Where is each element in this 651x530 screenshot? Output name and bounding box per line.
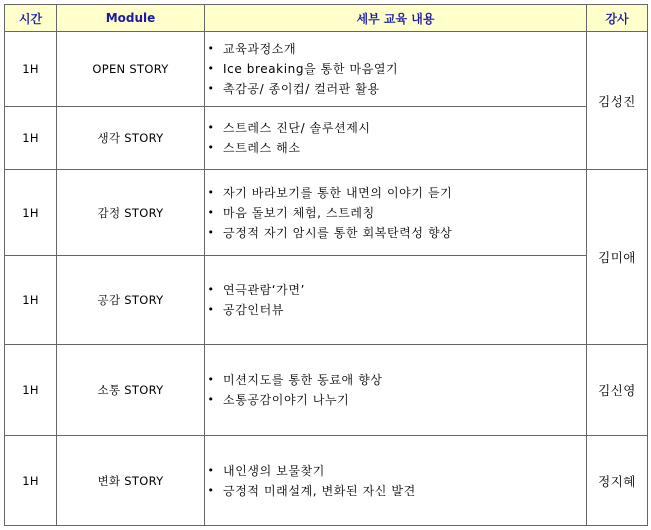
module-cell: 공감 STORY: [57, 256, 205, 345]
detail-text: 내인생의 보물찾기: [223, 463, 325, 478]
detail-list: [205, 280, 586, 320]
module-cell: 변화 STORY: [57, 436, 205, 526]
curriculum-table: [4, 4, 648, 526]
bullet-icon: •: [207, 185, 215, 199]
list-item: [205, 481, 586, 501]
instructor-cell: 정지혜: [587, 436, 648, 526]
table-row: [5, 436, 648, 526]
detail-text: 스트레스 진단/ 솔루션제시: [223, 121, 371, 135]
detail-list: [205, 183, 586, 243]
details-cell: [205, 170, 587, 256]
time-cell: 1H: [5, 256, 57, 345]
header-details: 세부 교육 내용: [205, 5, 587, 32]
bullet-icon: •: [207, 82, 215, 95]
detail-list: [205, 370, 586, 410]
list-item: [205, 300, 586, 320]
details-cell: [205, 107, 587, 170]
list-item: [205, 390, 586, 410]
bullet-icon: •: [207, 42, 215, 55]
time-cell: 1H: [5, 170, 57, 256]
bullet-icon: •: [207, 141, 215, 154]
list-item: [205, 79, 586, 99]
bullet-icon: •: [207, 205, 215, 219]
bullet-icon: •: [207, 393, 215, 406]
module-cell: 소통 STORY: [57, 345, 205, 436]
bullet-icon: •: [207, 62, 215, 75]
bullet-icon: •: [207, 303, 215, 316]
detail-text: 스트레스 해소: [223, 141, 301, 155]
detail-text: 소통공감이야기 나누기: [223, 393, 350, 407]
list-item: [205, 203, 586, 223]
table-row: [5, 170, 648, 256]
instructor-cell: 김미애: [587, 170, 648, 345]
list-item: [205, 183, 586, 203]
detail-list: [205, 39, 586, 99]
header-time: 시간: [5, 5, 57, 32]
header-module: Module: [57, 5, 205, 32]
table-row: [5, 256, 648, 345]
list-item: [205, 370, 586, 390]
detail-list: [205, 118, 586, 158]
time-cell: 1H: [5, 436, 57, 526]
list-item: [205, 39, 586, 59]
instructor-cell: 김신영: [587, 345, 648, 436]
bullet-icon: •: [207, 483, 215, 497]
time-cell: 1H: [5, 32, 57, 107]
detail-text: 연극관람‘가면’: [223, 283, 305, 297]
bullet-icon: •: [207, 283, 215, 296]
detail-text: 긍정적 자기 암시를 통한 회복탄력성 향상: [223, 225, 453, 240]
bullet-icon: •: [207, 121, 215, 134]
detail-text: 공감인터뷰: [223, 303, 284, 317]
module-cell: 생각 STORY: [57, 107, 205, 170]
table-row: [5, 107, 648, 170]
header-instructor: 강사: [587, 5, 648, 32]
detail-text: 촉감공/ 종이컵/ 컬러판 활용: [223, 82, 380, 96]
detail-text: 마음 돌보기 체험, 스트레칭: [223, 205, 375, 220]
details-cell: [205, 345, 587, 436]
detail-text: Ice breaking을 통한 마음열기: [223, 62, 399, 76]
time-cell: 1H: [5, 107, 57, 170]
detail-list: [205, 461, 586, 501]
header-row: [5, 5, 648, 32]
time-cell: 1H: [5, 345, 57, 436]
details-cell: [205, 436, 587, 526]
details-cell: [205, 32, 587, 107]
detail-text: 긍정적 미래설계, 변화된 자신 발견: [223, 483, 416, 498]
list-item: [205, 280, 586, 300]
detail-text: 자기 바라보기를 통한 내면의 이야기 듣기: [223, 185, 453, 200]
list-item: [205, 461, 586, 481]
list-item: [205, 118, 586, 138]
detail-text: 교육과정소개: [223, 42, 297, 56]
list-item: [205, 223, 586, 243]
details-cell: [205, 256, 587, 345]
list-item: [205, 138, 586, 158]
instructor-cell: 김성진: [587, 32, 648, 170]
list-item: [205, 59, 586, 79]
module-cell: OPEN STORY: [57, 32, 205, 107]
bullet-icon: •: [207, 463, 215, 477]
bullet-icon: •: [207, 225, 215, 239]
bullet-icon: •: [207, 373, 215, 386]
detail-text: 미션지도를 통한 동료애 향상: [223, 373, 383, 387]
table-row: [5, 32, 648, 107]
module-cell: 감정 STORY: [57, 170, 205, 256]
table-row: [5, 345, 648, 436]
